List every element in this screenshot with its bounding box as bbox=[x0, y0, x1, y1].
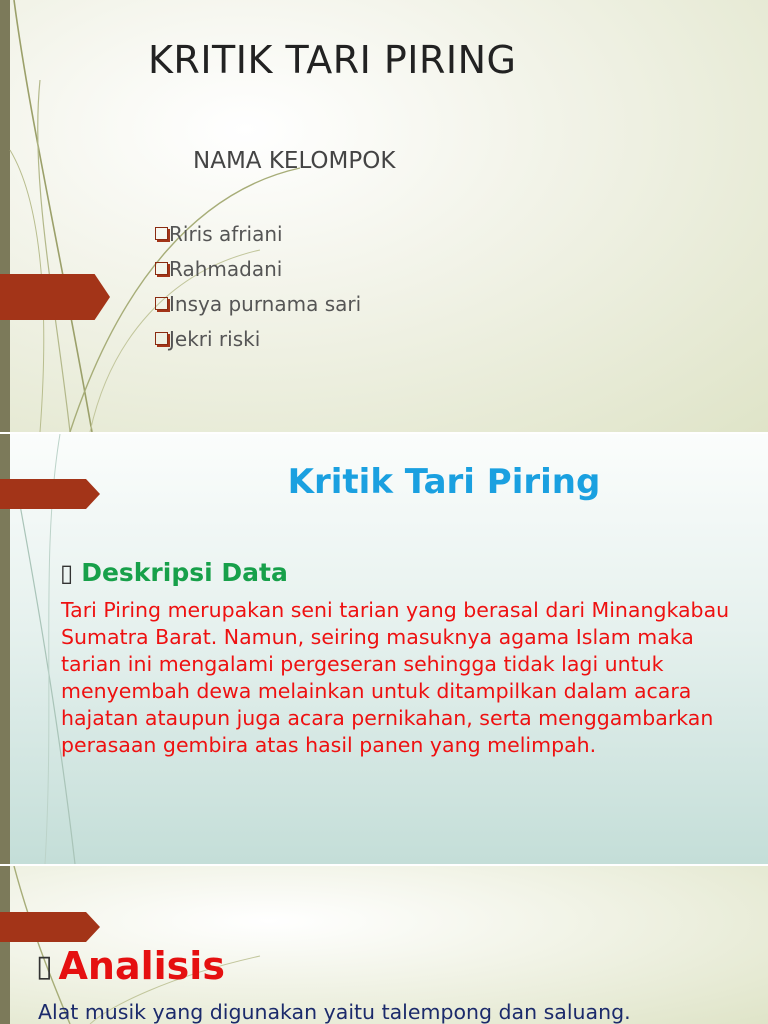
slide-title: KRITIK TARI PIRING bbox=[148, 38, 517, 82]
checkbox-bullet-icon bbox=[155, 227, 168, 240]
slide-arrow-tab bbox=[0, 912, 100, 942]
list-item: Rahmadani bbox=[155, 251, 361, 286]
checkbox-bullet-icon bbox=[155, 262, 168, 275]
section-heading: ▯ Analisis bbox=[36, 944, 225, 988]
slide-left-stripe bbox=[0, 866, 10, 1024]
bullet-icon: ▯ bbox=[60, 558, 74, 587]
slide-arrow-tab bbox=[0, 274, 110, 320]
member-list bbox=[155, 216, 361, 356]
description-paragraph: Tari Piring merupakan seni tarian yang berasal dari Minangkabau Sumatra Barat. Namun, seiring masuknya agama Islam maka tarian ini mengalami pergeseran sehingga tidak lagi untuk menyembah dewa melainkan untuk ditampilkan dalam acara hajatan ataupun juga acara pernikahan, serta menggambarkan perasaan gembira atas hasil panen yang melimpah. bbox=[61, 598, 730, 757]
analysis-paragraph: Alat musik yang digunakan yaitu talempong dan saluang. bbox=[38, 1000, 631, 1024]
list-item: Jekri riski bbox=[155, 321, 361, 356]
group-name-heading: NAMA KELOMPOK bbox=[193, 148, 396, 174]
slide-3 bbox=[0, 866, 768, 1024]
list-item: Insya purnama sari bbox=[155, 286, 361, 321]
slide-1 bbox=[0, 0, 768, 432]
slide-title: Kritik Tari Piring bbox=[287, 462, 601, 502]
slide-left-stripe bbox=[0, 0, 10, 432]
bullet-icon: ▯ bbox=[36, 948, 53, 984]
checkbox-bullet-icon bbox=[155, 297, 168, 310]
checkbox-bullet-icon bbox=[155, 332, 168, 345]
slide-2 bbox=[0, 434, 768, 864]
section-heading: ▯ Deskripsi Data bbox=[60, 558, 288, 587]
list-item: Riris afriani bbox=[155, 216, 361, 251]
